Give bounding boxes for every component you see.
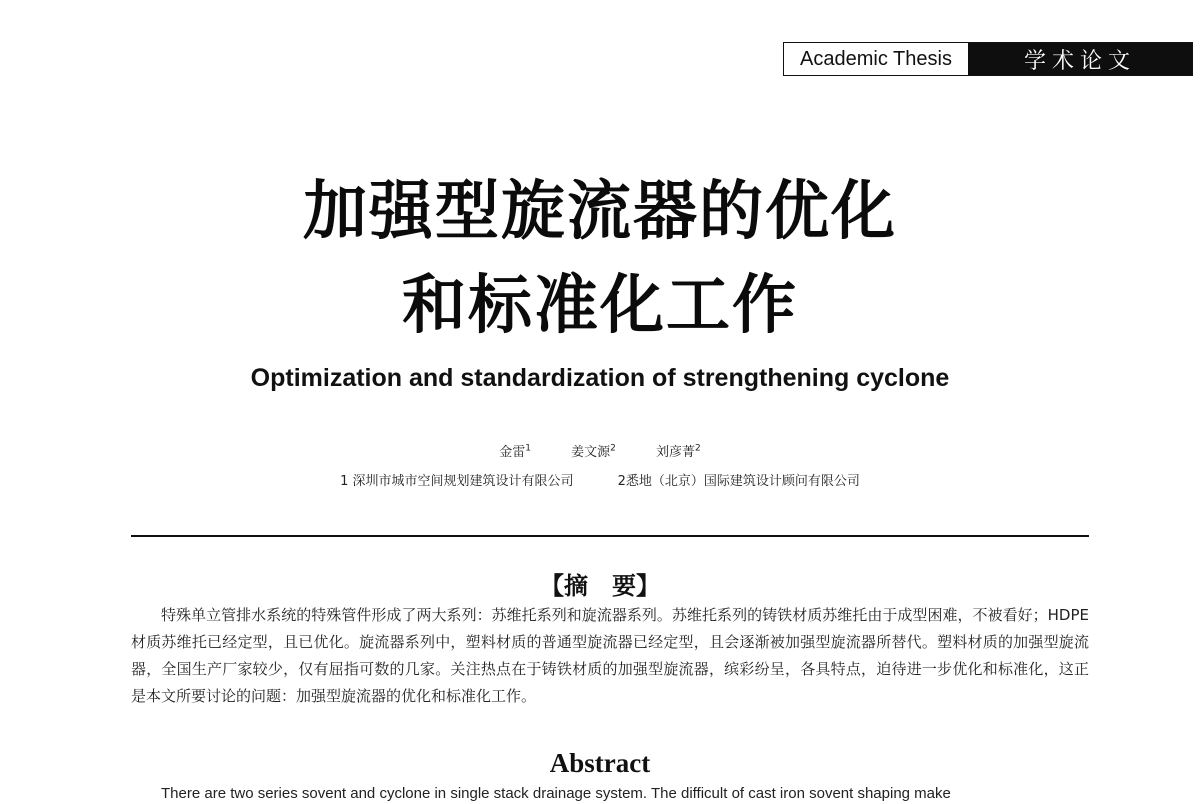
abstract-english-heading: Abstract: [549, 748, 651, 778]
author: 姜文源$^2$: [571, 443, 616, 460]
affiliations: [0, 470, 1200, 489]
title-chinese-line-1: 加强型旋流器的优化: [303, 175, 897, 249]
author: 金雷$^1$: [499, 443, 531, 460]
author: 刘彦菁$^2$: [656, 443, 701, 460]
section-tag: [783, 42, 1193, 76]
title-english: Optimization and standardization of strengthening cyclone: [250, 364, 950, 392]
section-tag-chinese: 学术论文: [968, 43, 1192, 75]
divider: [131, 535, 1089, 537]
abstract-english-body: There are two series sovent and cyclone in single stack drainage system. The difficult of cast iron sovent shaping make: [161, 785, 951, 802]
title-chinese-line-2: 和标准化工作: [402, 269, 798, 343]
affiliation: 2悉地（北京）国际建筑设计顾问有限公司: [617, 474, 860, 489]
affiliation: 1 深圳市城市空间规划建筑设计有限公司: [340, 474, 574, 489]
section-tag-english: Academic Thesis: [784, 43, 968, 75]
author-list: [0, 441, 1200, 460]
abstract-chinese-heading: 【摘 要】: [540, 571, 660, 600]
abstract-chinese-body: 特殊单立管排水系统的特殊管件形成了两大系列：苏维托系列和旋流器系列。苏维托系列的铸铁材质苏维托由于成型困难，不被看好；HDPE材质苏维托已经定型，且已优化。旋流器系列中，塑料材质的普通型旋流器已经定型，且会逐渐被加强型旋流器所替代。塑料材质的加强型旋流器，全国生产厂家较少，仅有屈指可数的几家。关注热点在于铸铁材质的加强型旋流器，缤彩纷呈，各具特点，迫待进一步优化和标准化，这正是本文所要讨论的问题：加强型旋流器的优化和标准化工作。: [131, 606, 1089, 705]
